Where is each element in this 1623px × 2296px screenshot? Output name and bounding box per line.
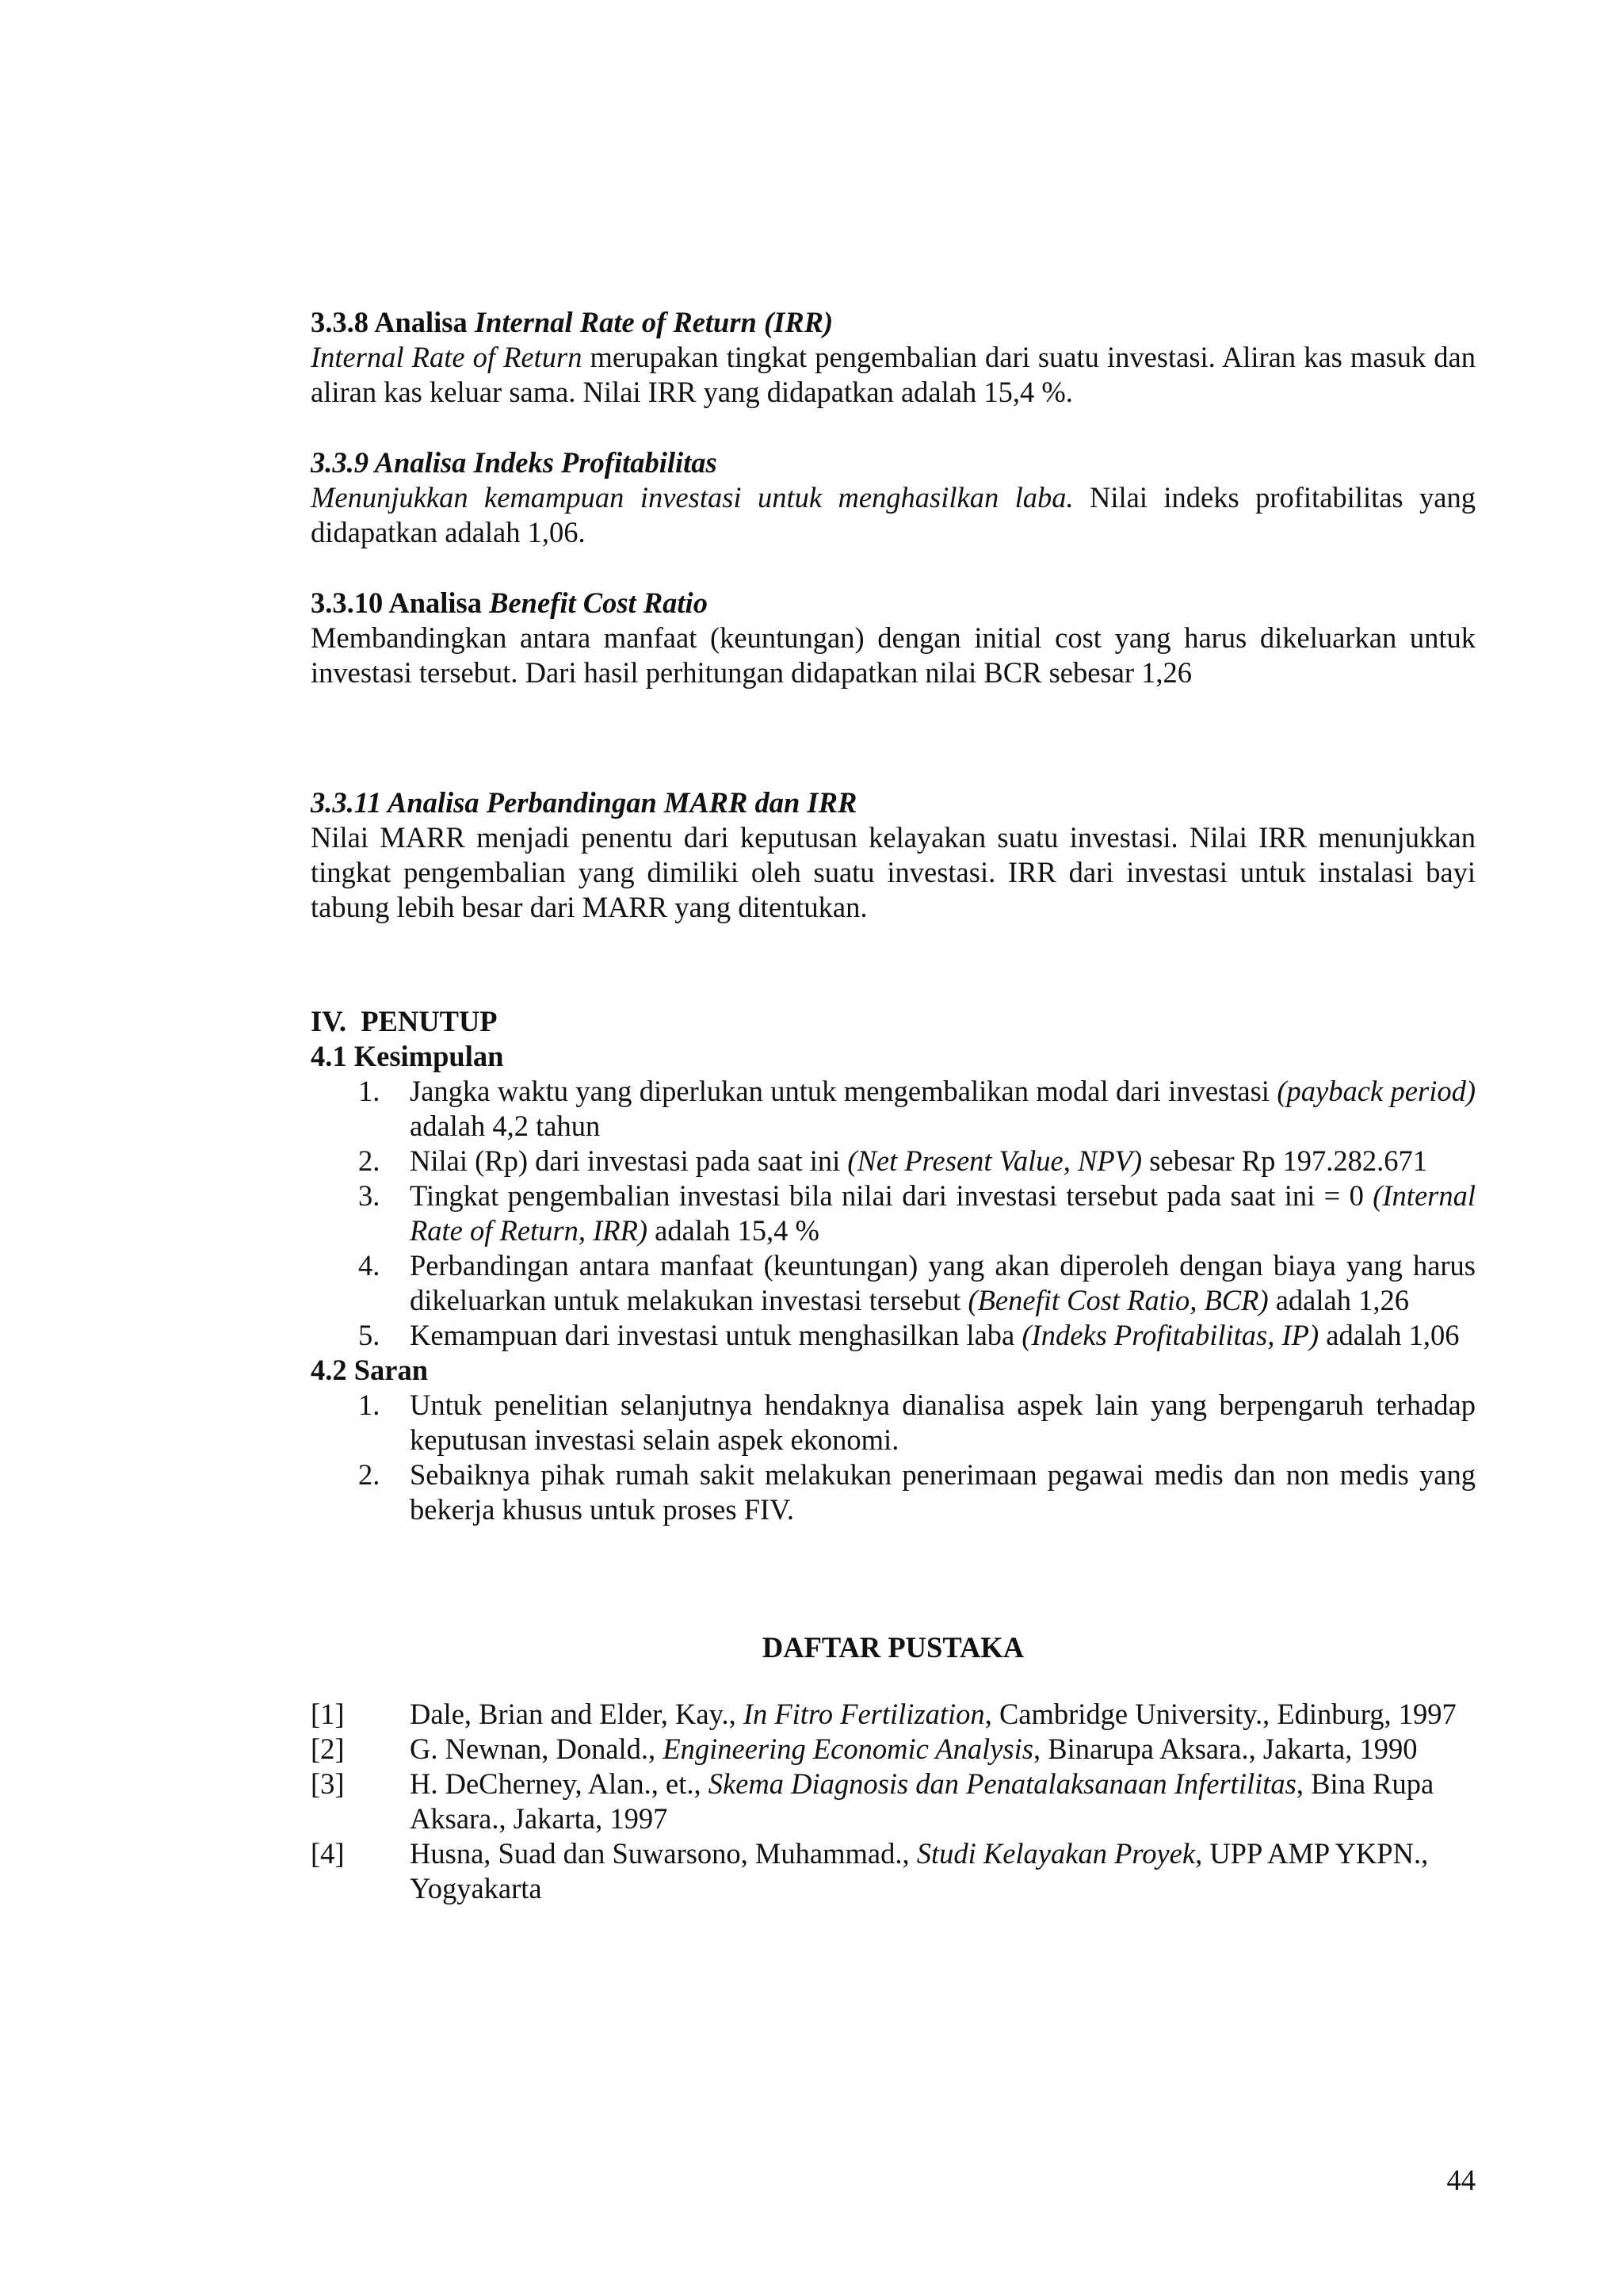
subsection-heading: 4.2 Saran — [311, 1354, 429, 1386]
page-number: 44 — [1446, 2164, 1476, 2196]
subsection-heading: 4.1 Kesimpulan — [311, 1040, 504, 1072]
section-heading: 3.3.8 Analisa Internal Rate of Return (IRR) — [311, 306, 834, 338]
section-body: Internal Rate of Return merupakan tingkat pengembalian dari suatu investasi. Aliran kas masuk dan aliran kas keluar sama. Nilai IRR yang didapatkan adalah 15,4 %. — [311, 341, 1476, 408]
references-list — [311, 1697, 1476, 1906]
list-item: 1. Untuk penelitian selanjutnya hendaknya dianalisa aspek lain yang berpengaruh terhadap keputusan investasi selain aspek ekonomi. — [358, 1389, 1476, 1456]
reference-item: [3] H. DeCherney, Alan., et., Skema Diagnosis dan Penatalaksanaan Infertilitas, Bina Rupa Aksara., Jakarta, 1997 — [311, 1767, 1434, 1835]
section-3-3-9 — [311, 445, 1476, 550]
saran-list — [311, 1388, 1476, 1527]
section-3-3-8 — [311, 305, 1476, 410]
reference-item: [4] Husna, Suad dan Suwarsono, Muhammad., Studi Kelayakan Proyek, UPP AMP YKPN., Yogyakarta — [311, 1837, 1429, 1904]
list-item: 1. Jangka waktu yang diperlukan untuk mengembalikan modal dari investasi (payback period) adalah 4,2 tahun — [358, 1075, 1476, 1142]
section-3-3-11 — [311, 785, 1476, 925]
page-content — [311, 305, 1476, 1906]
list-item: 3. Tingkat pengembalian investasi bila nilai dari investasi tersebut pada saat ini = 0 (Internal Rate of Return, IRR) adalah 15,4 % — [358, 1179, 1476, 1247]
references-heading: DAFTAR PUSTAKA — [762, 1631, 1025, 1664]
reference-item: [2] G. Newnan, Donald., Engineering Economic Analysis, Binarupa Aksara., Jakarta, 1990 — [311, 1733, 1418, 1765]
reference-item: [1] Dale, Brian and Elder, Kay., In Fitro Fertilization, Cambridge University., Edinburg, 1997 — [311, 1698, 1457, 1730]
list-item: 2. Nilai (Rp) dari investasi pada saat ini (Net Present Value, NPV) sebesar Rp 197.282.671 — [358, 1144, 1427, 1177]
kesimpulan-list — [311, 1074, 1476, 1353]
section-penutup — [311, 1004, 1476, 1527]
section-heading: 3.3.11 Analisa Perbandingan MARR dan IRR — [311, 786, 857, 819]
section-heading: 3.3.10 Analisa Benefit Cost Ratio — [311, 586, 708, 619]
section-heading: 3.3.9 Analisa Indeks Profitabilitas — [311, 446, 717, 479]
chapter-heading: IV. PENUTUP — [311, 1005, 498, 1037]
section-body: Nilai MARR menjadi penentu dari keputusan kelayakan suatu investasi. Nilai IRR menunjukkan tingkat pengembalian yang dimiliki oleh suatu investasi. IRR dari investasi untuk instalasi bayi tabung lebih besar dari MARR yang ditentukan. — [311, 821, 1476, 923]
section-body: Menunjukkan kemampuan investasi untuk menghasilkan laba. Nilai indeks profitabilitas yang didapatkan adalah 1,06. — [311, 481, 1476, 548]
list-item: 2. Sebaiknya pihak rumah sakit melakukan penerimaan pegawai medis dan non medis yang bekerja khusus untuk proses FIV. — [358, 1458, 1476, 1526]
list-item: 5. Kemampuan dari investasi untuk menghasilkan laba (Indeks Profitabilitas, IP) adalah 1,06 — [358, 1319, 1460, 1351]
section-3-3-10 — [311, 586, 1476, 690]
list-item: 4. Perbandingan antara manfaat (keuntungan) yang akan diperoleh dengan biaya yang harus dikeluarkan untuk melakukan investasi tersebut (Benefit Cost Ratio, BCR) adalah 1,26 — [358, 1249, 1476, 1316]
section-body: Membandingkan antara manfaat (keuntungan) dengan initial cost yang harus dikeluarkan untuk investasi tersebut. Dari hasil perhitungan didapatkan nilai BCR sebesar 1,26 — [311, 621, 1476, 689]
section-daftar-pustaka — [311, 1630, 1476, 1906]
